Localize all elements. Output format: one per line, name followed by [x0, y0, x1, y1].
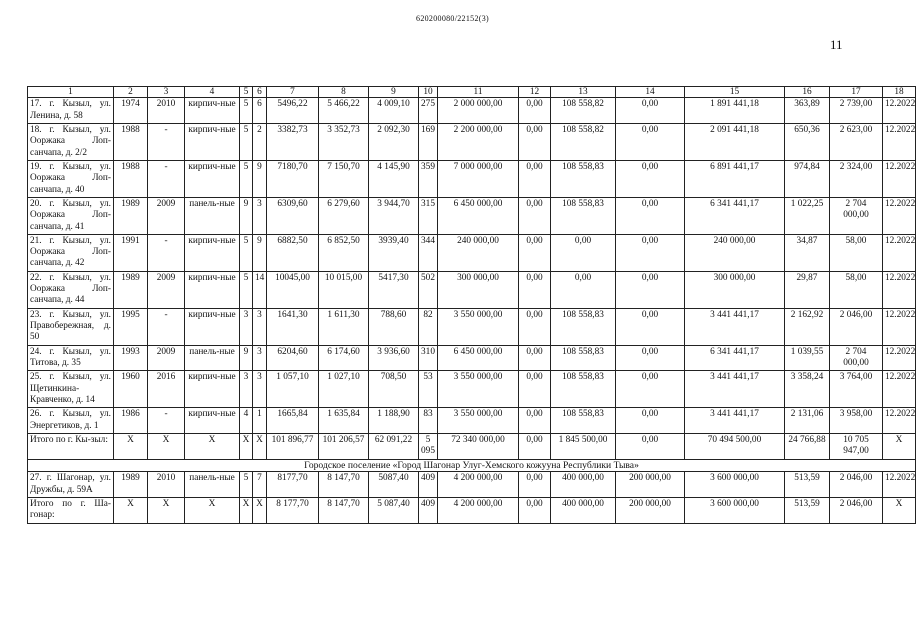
table-row [28, 234, 916, 271]
table-cell: 108 558,83 [551, 197, 616, 234]
table-cell: 5 [240, 472, 253, 498]
section-row [28, 459, 916, 472]
column-number-header: 6 [253, 87, 267, 98]
table-cell: 108 558,83 [551, 345, 616, 371]
address-cell: 18. г. Кызыл, ул. Ооржака Лоп-санчапа, д. 2/2 [28, 123, 114, 160]
table-row [28, 308, 916, 345]
column-number-header: 3 [148, 87, 185, 98]
table-cell: 315 [419, 197, 438, 234]
table-cell: 3 352,73 [319, 123, 369, 160]
table-cell: 0,00 [519, 160, 551, 197]
table-cell: 0,00 [519, 408, 551, 434]
header-row [28, 87, 916, 98]
column-number-header: 9 [369, 87, 419, 98]
table-cell: 1 188,90 [369, 408, 419, 434]
table-cell: 3 550 000,00 [438, 371, 519, 408]
table-cell: 3 441 441,17 [685, 371, 785, 408]
table-cell: 10 015,00 [319, 271, 369, 308]
table-cell: 6204,60 [267, 345, 319, 371]
table-cell: 2 131,06 [785, 408, 830, 434]
table-cell: кирпич-ные [185, 371, 240, 408]
table-cell: 5087,40 [369, 472, 419, 498]
table-cell: кирпич-ные [185, 271, 240, 308]
table-cell: 1 022,25 [785, 197, 830, 234]
table-cell: 108 558,83 [551, 308, 616, 345]
table-cell: X [148, 434, 185, 460]
table-cell: 9 [240, 197, 253, 234]
table-cell: 2 704 000,00 [830, 345, 883, 371]
column-number-header: 15 [685, 87, 785, 98]
table-cell: 240 000,00 [685, 234, 785, 271]
address-cell: 23. г. Кызыл, ул. Правобережная, д. 50 [28, 308, 114, 345]
table-cell: 974,84 [785, 160, 830, 197]
table-cell: 400 000,00 [551, 472, 616, 498]
table-cell: 6882,50 [267, 234, 319, 271]
table-cell: 3 550 000,00 [438, 308, 519, 345]
table-cell: X [883, 498, 916, 524]
table-cell: 0,00 [519, 98, 551, 124]
table-cell: 24 766,88 [785, 434, 830, 460]
table-cell: 2010 [148, 472, 185, 498]
table-cell: - [148, 408, 185, 434]
table-cell: 108 558,83 [551, 408, 616, 434]
table-cell: 2 092,30 [369, 123, 419, 160]
table-row [28, 472, 916, 498]
table-row [28, 434, 916, 460]
table-cell: 5 095 [419, 434, 438, 460]
table-row [28, 408, 916, 434]
table-cell: 6 [253, 98, 267, 124]
table-cell: 3 936,60 [369, 345, 419, 371]
address-cell: 26. г. Кызыл, ул. Энергетиков, д. 1 [28, 408, 114, 434]
column-number-header: 18 [883, 87, 916, 98]
table-cell: 3 [253, 345, 267, 371]
table-cell: 2 704 000,00 [830, 197, 883, 234]
table-row [28, 345, 916, 371]
table-cell: 2016 [148, 371, 185, 408]
table-cell: 2 046,00 [830, 308, 883, 345]
table-cell: 8 177,70 [267, 498, 319, 524]
table-cell: 6 450 000,00 [438, 197, 519, 234]
table-cell: 0,00 [616, 345, 685, 371]
table-cell: кирпич-ные [185, 408, 240, 434]
table-cell: 4 200 000,00 [438, 472, 519, 498]
table-cell: 1989 [114, 271, 148, 308]
table-cell: 1 891 441,18 [685, 98, 785, 124]
table-cell: 1993 [114, 345, 148, 371]
table-cell: 0,00 [519, 472, 551, 498]
table-cell: 3 550 000,00 [438, 408, 519, 434]
address-cell: 27. г. Шагонар, ул. Дружбы, д. 59А [28, 472, 114, 498]
table-cell: 1989 [114, 472, 148, 498]
table-cell: панель-ные [185, 345, 240, 371]
table-cell: 0,00 [616, 308, 685, 345]
table-cell: 72 340 000,00 [438, 434, 519, 460]
table-cell: 1995 [114, 308, 148, 345]
table-cell: 0,00 [616, 271, 685, 308]
table-cell: 3 [253, 308, 267, 345]
column-number-header: 1 [28, 87, 114, 98]
table-cell: кирпич-ные [185, 308, 240, 345]
table-cell: 0,00 [616, 98, 685, 124]
table-cell: - [148, 123, 185, 160]
table-cell: 12.2022 [883, 271, 916, 308]
table-cell: 8177,70 [267, 472, 319, 498]
table-cell: 5 [240, 123, 253, 160]
address-cell: 24. г. Кызыл, ул. Титова, д. 35 [28, 345, 114, 371]
table-cell: X [253, 434, 267, 460]
table-row [28, 98, 916, 124]
column-number-header: 16 [785, 87, 830, 98]
table-cell: кирпич-ные [185, 160, 240, 197]
table-cell: 1665,84 [267, 408, 319, 434]
table-cell: 7 150,70 [319, 160, 369, 197]
table-cell: 6 450 000,00 [438, 345, 519, 371]
address-cell: 25. г. Кызыл, ул. Щетинкина-Кравченко, д. 14 [28, 371, 114, 408]
table-cell: 3 441 441,17 [685, 308, 785, 345]
table-cell: 0,00 [616, 123, 685, 160]
table-cell: 7 [253, 472, 267, 498]
table-cell: 0,00 [519, 498, 551, 524]
table-cell: 1991 [114, 234, 148, 271]
table-cell: 1989 [114, 197, 148, 234]
table-row [28, 123, 916, 160]
table-cell: 12.2022 [883, 197, 916, 234]
table-cell: 108 558,82 [551, 123, 616, 160]
table-row [28, 197, 916, 234]
address-cell: 21. г. Кызыл, ул. Ооржака Лоп-санчапа, д. 42 [28, 234, 114, 271]
table-cell: X [883, 434, 916, 460]
table-cell: 0,00 [616, 160, 685, 197]
table-cell: 83 [419, 408, 438, 434]
column-number-header: 2 [114, 87, 148, 98]
table-cell: - [148, 308, 185, 345]
table-cell: 1 027,10 [319, 371, 369, 408]
table-cell: X [114, 434, 148, 460]
table-cell: 0,00 [519, 123, 551, 160]
table-cell: 62 091,22 [369, 434, 419, 460]
table-cell: 0,00 [551, 271, 616, 308]
table-cell: 6 891 441,17 [685, 160, 785, 197]
table-cell: 8 147,70 [319, 472, 369, 498]
table-cell: 3 600 000,00 [685, 472, 785, 498]
table-cell: 200 000,00 [616, 498, 685, 524]
table-cell: X [253, 498, 267, 524]
table-cell: 12.2022 [883, 98, 916, 124]
table-cell: 53 [419, 371, 438, 408]
table-cell: 300 000,00 [685, 271, 785, 308]
column-number-header: 5 [240, 87, 253, 98]
table-cell: 108 558,83 [551, 371, 616, 408]
column-number-header: 11 [438, 87, 519, 98]
table-row [28, 498, 916, 524]
table-cell: 0,00 [519, 197, 551, 234]
table-cell: 200 000,00 [616, 472, 685, 498]
table-cell: 0,00 [616, 408, 685, 434]
table-cell: 2009 [148, 197, 185, 234]
table-cell: 3939,40 [369, 234, 419, 271]
table-cell: 101 206,57 [319, 434, 369, 460]
table-cell: 10 705 947,00 [830, 434, 883, 460]
table-cell: 1988 [114, 160, 148, 197]
address-cell: 20. г. Кызыл, ул. Ооржака Лоп-санчапа, д. 41 [28, 197, 114, 234]
table-cell: 2 [253, 123, 267, 160]
table-cell: 5 [240, 271, 253, 308]
table-cell: 0,00 [519, 345, 551, 371]
table-cell: 7180,70 [267, 160, 319, 197]
table-cell: 6 341 441,17 [685, 345, 785, 371]
table-cell: 2 739,00 [830, 98, 883, 124]
table-row [28, 371, 916, 408]
table-cell: 0,00 [519, 371, 551, 408]
table-cell: 300 000,00 [438, 271, 519, 308]
table-cell: панель-ные [185, 472, 240, 498]
table-cell: 12.2022 [883, 234, 916, 271]
table-cell: кирпич-ные [185, 98, 240, 124]
table-cell: 6 852,50 [319, 234, 369, 271]
table-cell: 1986 [114, 408, 148, 434]
table-cell: 6 341 441,17 [685, 197, 785, 234]
table-cell: 1960 [114, 371, 148, 408]
table-cell: 2009 [148, 271, 185, 308]
table-cell: 169 [419, 123, 438, 160]
table-cell: - [148, 234, 185, 271]
table-cell: 650,36 [785, 123, 830, 160]
table-cell: 363,89 [785, 98, 830, 124]
table-cell: 10045,00 [267, 271, 319, 308]
table-cell: 6 174,60 [319, 345, 369, 371]
table-cell: 1 611,30 [319, 308, 369, 345]
table-cell: 359 [419, 160, 438, 197]
table-cell: 2 046,00 [830, 472, 883, 498]
table-cell: 7 000 000,00 [438, 160, 519, 197]
address-cell: 22. г. Кызыл, ул. Ооржака Лоп-санчапа, д. 44 [28, 271, 114, 308]
column-number-header: 4 [185, 87, 240, 98]
table-cell: кирпич-ные [185, 123, 240, 160]
table-cell: 12.2022 [883, 345, 916, 371]
table-cell: 0,00 [616, 197, 685, 234]
table-cell: 1641,30 [267, 308, 319, 345]
table-cell: 1 845 500,00 [551, 434, 616, 460]
table-cell: 513,59 [785, 498, 830, 524]
table-cell: X [114, 498, 148, 524]
table-cell: X [240, 434, 253, 460]
table-cell: X [148, 498, 185, 524]
table-cell: 108 558,82 [551, 98, 616, 124]
table-cell: 3 944,70 [369, 197, 419, 234]
column-number-header: 12 [519, 87, 551, 98]
table-cell: - [148, 160, 185, 197]
table-cell: 240 000,00 [438, 234, 519, 271]
table-cell: 58,00 [830, 271, 883, 308]
table-cell: 3382,73 [267, 123, 319, 160]
table-cell: 12.2022 [883, 408, 916, 434]
table-cell: 9 [253, 234, 267, 271]
table-cell: 1988 [114, 123, 148, 160]
table-cell: 34,87 [785, 234, 830, 271]
table-cell: 2 046,00 [830, 498, 883, 524]
table-cell: 409 [419, 498, 438, 524]
table-cell: 6 279,60 [319, 197, 369, 234]
table-cell: 2009 [148, 345, 185, 371]
table-cell: 0,00 [616, 371, 685, 408]
table-cell: 9 [253, 160, 267, 197]
table-cell: 3 [240, 371, 253, 408]
table-cell: X [240, 498, 253, 524]
page-number: 11 [830, 37, 843, 52]
table-cell: 3 [253, 197, 267, 234]
table-cell: 9 [240, 345, 253, 371]
table-row [28, 160, 916, 197]
address-cell: Итого по г. Ша-гонар: [28, 498, 114, 524]
table-cell: 5 [240, 160, 253, 197]
table-cell: 1 039,55 [785, 345, 830, 371]
table-cell: кирпич-ные [185, 234, 240, 271]
table-cell: 3 600 000,00 [685, 498, 785, 524]
table-cell: 2 000 000,00 [438, 98, 519, 124]
table-cell: 101 896,77 [267, 434, 319, 460]
table-cell: 5 [240, 234, 253, 271]
table-cell: 275 [419, 98, 438, 124]
table-cell: X [185, 498, 240, 524]
table-cell: 6309,60 [267, 197, 319, 234]
column-number-header: 10 [419, 87, 438, 98]
table-cell: 1 [253, 408, 267, 434]
column-number-header: 8 [319, 87, 369, 98]
table-cell: панель-ные [185, 197, 240, 234]
column-number-header: 13 [551, 87, 616, 98]
table-row [28, 271, 916, 308]
table-cell: 12.2022 [883, 472, 916, 498]
table-cell: 4 009,10 [369, 98, 419, 124]
table-cell: 4 200 000,00 [438, 498, 519, 524]
table-cell: 409 [419, 472, 438, 498]
table-cell: 70 494 500,00 [685, 434, 785, 460]
table-cell: 0,00 [616, 434, 685, 460]
table-cell: 2 200 000,00 [438, 123, 519, 160]
table-cell: 2 623,00 [830, 123, 883, 160]
table-cell: 58,00 [830, 234, 883, 271]
address-cell: 17. г. Кызыл, ул. Ленина, д. 58 [28, 98, 114, 124]
table-cell: 4 [240, 408, 253, 434]
table-cell: 5417,30 [369, 271, 419, 308]
table-cell: 29,87 [785, 271, 830, 308]
table-cell: 3 958,00 [830, 408, 883, 434]
table-cell: 3 358,24 [785, 371, 830, 408]
table-cell: 0,00 [551, 234, 616, 271]
table-cell: 5 [240, 98, 253, 124]
table-cell: 502 [419, 271, 438, 308]
table-cell: 310 [419, 345, 438, 371]
table-cell: 3 764,00 [830, 371, 883, 408]
table-cell: 2 091 441,18 [685, 123, 785, 160]
table-cell: 4 145,90 [369, 160, 419, 197]
table-cell: 82 [419, 308, 438, 345]
table-cell: 12.2022 [883, 123, 916, 160]
column-number-header: 17 [830, 87, 883, 98]
table-cell: 12.2022 [883, 371, 916, 408]
column-number-header: 7 [267, 87, 319, 98]
table-cell: 2 162,92 [785, 308, 830, 345]
table-cell: 3 [253, 371, 267, 408]
table-cell: 0,00 [519, 271, 551, 308]
table-cell: 3 441 441,17 [685, 408, 785, 434]
table-cell: 1974 [114, 98, 148, 124]
table-cell: 108 558,83 [551, 160, 616, 197]
column-number-header: 14 [616, 87, 685, 98]
table-cell: 3 [240, 308, 253, 345]
table-cell: 344 [419, 234, 438, 271]
table-cell: 0,00 [519, 434, 551, 460]
section-title: Городское поселение «Город Шагонар Улуг-Хемского кожууна Республики Тыва» [28, 459, 916, 472]
table-cell: 708,50 [369, 371, 419, 408]
table-cell: 0,00 [519, 234, 551, 271]
table-cell: 8 147,70 [319, 498, 369, 524]
table-cell: 2010 [148, 98, 185, 124]
housing-register-table [27, 86, 916, 524]
address-cell: 19. г. Кызыл, ул. Ооржака Лоп-санчапа, д. 40 [28, 160, 114, 197]
table-cell: 12.2022 [883, 308, 916, 345]
table-cell: 5 466,22 [319, 98, 369, 124]
table-cell: 400 000,00 [551, 498, 616, 524]
table-cell: 2 324,00 [830, 160, 883, 197]
table-cell: 513,59 [785, 472, 830, 498]
table-cell: 788,60 [369, 308, 419, 345]
table-cell: X [185, 434, 240, 460]
table-cell: 1 635,84 [319, 408, 369, 434]
address-cell: Итого по г. Кы-зыл: [28, 434, 114, 460]
document-id: 620200080/22152(3) [416, 14, 489, 23]
table-cell: 0,00 [616, 234, 685, 271]
table-cell: 1 057,10 [267, 371, 319, 408]
table-cell: 0,00 [519, 308, 551, 345]
table-cell: 12.2022 [883, 160, 916, 197]
table-cell: 5 087,40 [369, 498, 419, 524]
table-body [28, 87, 916, 524]
table-cell: 5496,22 [267, 98, 319, 124]
table-cell: 14 [253, 271, 267, 308]
